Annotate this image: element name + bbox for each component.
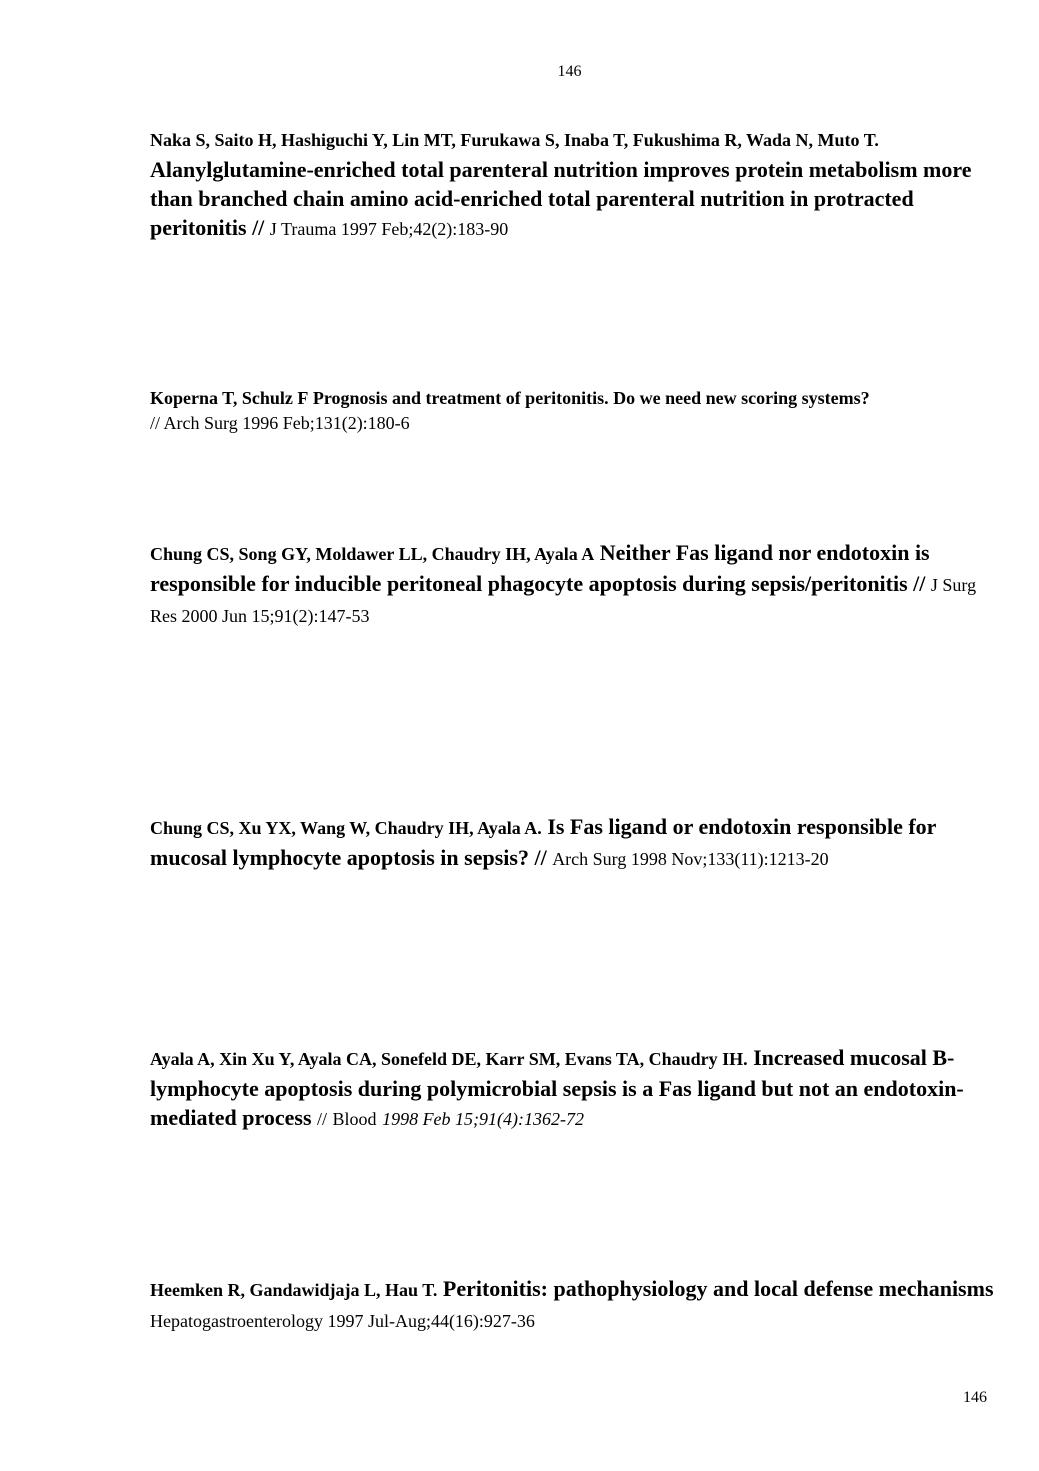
reference-title: Increased mucosal B-lymphocyte apoptosis during polymicrobial sepsis is a Fas ligand but not an endotoxin-mediated process — [150, 1045, 964, 1130]
reference-entry — [150, 1043, 1000, 1134]
reference-separator: // — [317, 1109, 328, 1129]
reference-title: Prognosis and treatment of peritonitis. Do we need new scoring systems? — [312, 388, 870, 408]
page-number-top: 146 — [557, 63, 582, 80]
reference-separator: // — [913, 571, 926, 596]
page-number-bottom: 146 — [963, 1389, 987, 1406]
reference-journal: J Surg Res 2000 Jun 15;91(2):147-53 — [150, 575, 977, 626]
reference-title: Neither Fas ligand nor endotoxin is responsible for inducible peritoneal phagocyte apoptosis during sepsis/peritonitis — [150, 540, 930, 596]
reference-authors: Heemken R, Gandawidjaja L, Hau T. — [150, 1280, 438, 1300]
reference-journal: Blood — [332, 1109, 377, 1129]
reference-title: Alanylglutamine-enriched total parenteral nutrition improves protein metabolism more than branched chain amino acid-enriched total parenteral nutrition in protracted peritonitis — [150, 157, 972, 240]
reference-entry — [150, 812, 1000, 874]
reference-journal: Hepatogastroenterology 1997 Jul-Aug;44(16):927-36 — [150, 1311, 535, 1331]
reference-entry — [150, 386, 1010, 436]
reference-authors: Chung CS, Xu YX, Wang W, Chaudry IH, Ayala A. — [150, 818, 542, 838]
reference-authors: Naka S, Saito H, Hashiguchi Y, Lin MT, Furukawa S, Inaba T, Fukushima R, Wada N, Muto T. — [150, 130, 879, 150]
reference-title: Is Fas ligand or endotoxin responsible for mucosal lymphocyte apoptosis in sepsis? — [150, 814, 937, 870]
reference-title: Peritonitis: pathophysiology and local defense mechanisms — [442, 1276, 994, 1301]
reference-journal: Arch Surg 1998 Nov;133(11):1213-20 — [552, 849, 829, 869]
reference-separator: // — [252, 215, 265, 240]
reference-separator: // — [534, 845, 547, 870]
reference-journal: Arch Surg 1996 Feb;131(2):180-6 — [163, 413, 410, 433]
reference-entry — [150, 538, 1000, 631]
reference-authors: Ayala A, Xin Xu Y, Ayala CA, Sonefeld DE, Karr SM, Evans TA, Chaudry IH. — [150, 1049, 748, 1069]
reference-entry — [150, 124, 1000, 244]
reference-separator: // — [150, 413, 161, 433]
reference-authors: Chung CS, Song GY, Moldawer LL, Chaudry IH, Ayala A — [150, 544, 595, 564]
reference-journal: J Trauma 1997 Feb;42(2):183-90 — [269, 219, 509, 239]
reference-authors: Koperna T, Schulz F — [150, 388, 309, 408]
reference-entry — [150, 1274, 1000, 1336]
reference-journal-details: 1998 Feb 15;91(4):1362-72 — [382, 1109, 585, 1129]
